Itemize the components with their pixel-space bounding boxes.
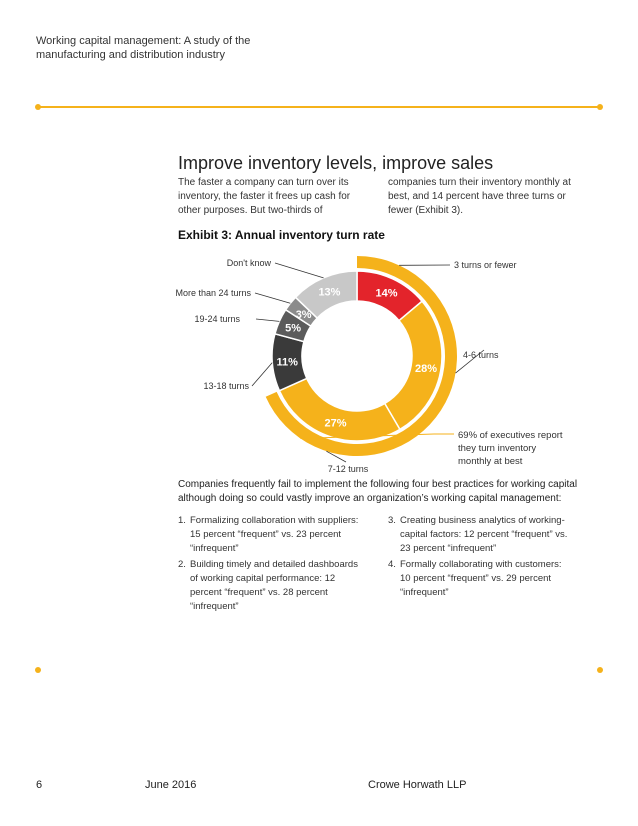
percent-label-4-6-turns: 28% xyxy=(414,362,437,375)
category-label-more-than-24-turns: More than 24 turns xyxy=(175,288,251,298)
practice-item-3 xyxy=(388,514,573,556)
top-right-dot xyxy=(597,104,603,110)
practice-text: Formalizing collaboration with suppliers: 15 percent “frequent” vs. 23 percent “infrequent” xyxy=(190,515,359,554)
leader-line-19-24-turns xyxy=(256,319,279,321)
practice-item-4 xyxy=(388,558,573,600)
bottom-left-dot xyxy=(35,667,41,673)
annotation-line: 69% of executives report xyxy=(458,430,563,441)
intro-right-column: companies turn their inventory monthly at best, and 14 percent have three turns or fewer (Exhibit 3). xyxy=(388,177,571,216)
footer-company: Crowe Horwath LLP xyxy=(368,779,467,791)
leader-line-13-18-turns xyxy=(252,363,272,386)
category-label-don-t-know: Don't know xyxy=(226,258,271,268)
practice-text: Building timely and detailed dashboards of working capital performance: 12 percent “frequent” vs. 28 percent “infrequent” xyxy=(190,559,358,612)
highlight-annotation xyxy=(458,430,563,467)
section-title: Improve inventory levels, improve sales xyxy=(178,153,494,173)
category-label-4-6-turns: 4-6 turns xyxy=(463,350,499,360)
practice-text: Creating business analytics of working-capital factors: 12 percent “frequent” vs. 23 percent “infrequent” xyxy=(400,515,568,554)
category-label-19-24-turns: 19-24 turns xyxy=(194,314,240,324)
footer-date: June 2016 xyxy=(145,779,197,791)
percent-label-more-than-24-turns: 3% xyxy=(295,308,312,321)
annotation-line: monthly at best xyxy=(458,456,523,467)
category-label-7-12-turns: 7-12 turns xyxy=(327,464,369,474)
practice-number: 4. xyxy=(388,559,396,570)
document-header-title: Working capital management: A study of the manufacturing and distribution industry xyxy=(36,35,251,61)
practice-number: 3. xyxy=(388,515,396,526)
practice-item-1 xyxy=(178,514,363,556)
donut-chart xyxy=(0,240,638,480)
bottom-right-dot xyxy=(597,667,603,673)
top-left-dot xyxy=(35,104,41,110)
intro-left-column: The faster a company can turn over its inventory, the faster it frees up cash for other purposes. But two-thirds of xyxy=(178,177,351,216)
category-label-3-turns-or-fewer: 3 turns or fewer xyxy=(454,260,517,270)
leader-line-don-t-know xyxy=(275,263,324,278)
practices-summary: Companies frequently fail to implement the following four best practices for working capital although doing so could vastly improve an organization’s working capital management: xyxy=(178,479,578,504)
practice-text: Formally collaborating with customers: 10 percent “frequent” vs. 29 percent “infrequent” xyxy=(400,559,562,598)
category-label-13-18-turns: 13-18 turns xyxy=(203,381,249,391)
practice-item-2 xyxy=(178,558,363,614)
leader-line-more-than-24-turns xyxy=(255,293,290,303)
practice-number: 1. xyxy=(178,515,186,526)
percent-label-13-18-turns: 11% xyxy=(276,356,298,369)
top-divider xyxy=(38,106,600,108)
annotation-line: they turn inventory xyxy=(458,443,537,454)
percent-label-19-24-turns: 5% xyxy=(285,322,302,335)
footer-page-number: 6 xyxy=(36,779,43,791)
percent-label-don-t-know: 13% xyxy=(318,286,341,299)
practice-number: 2. xyxy=(178,559,186,570)
exhibit-title: Exhibit 3: Annual inventory turn rate xyxy=(178,228,385,242)
percent-label-3-turns-or-fewer: 14% xyxy=(375,287,398,300)
percent-label-7-12-turns: 27% xyxy=(324,417,347,430)
